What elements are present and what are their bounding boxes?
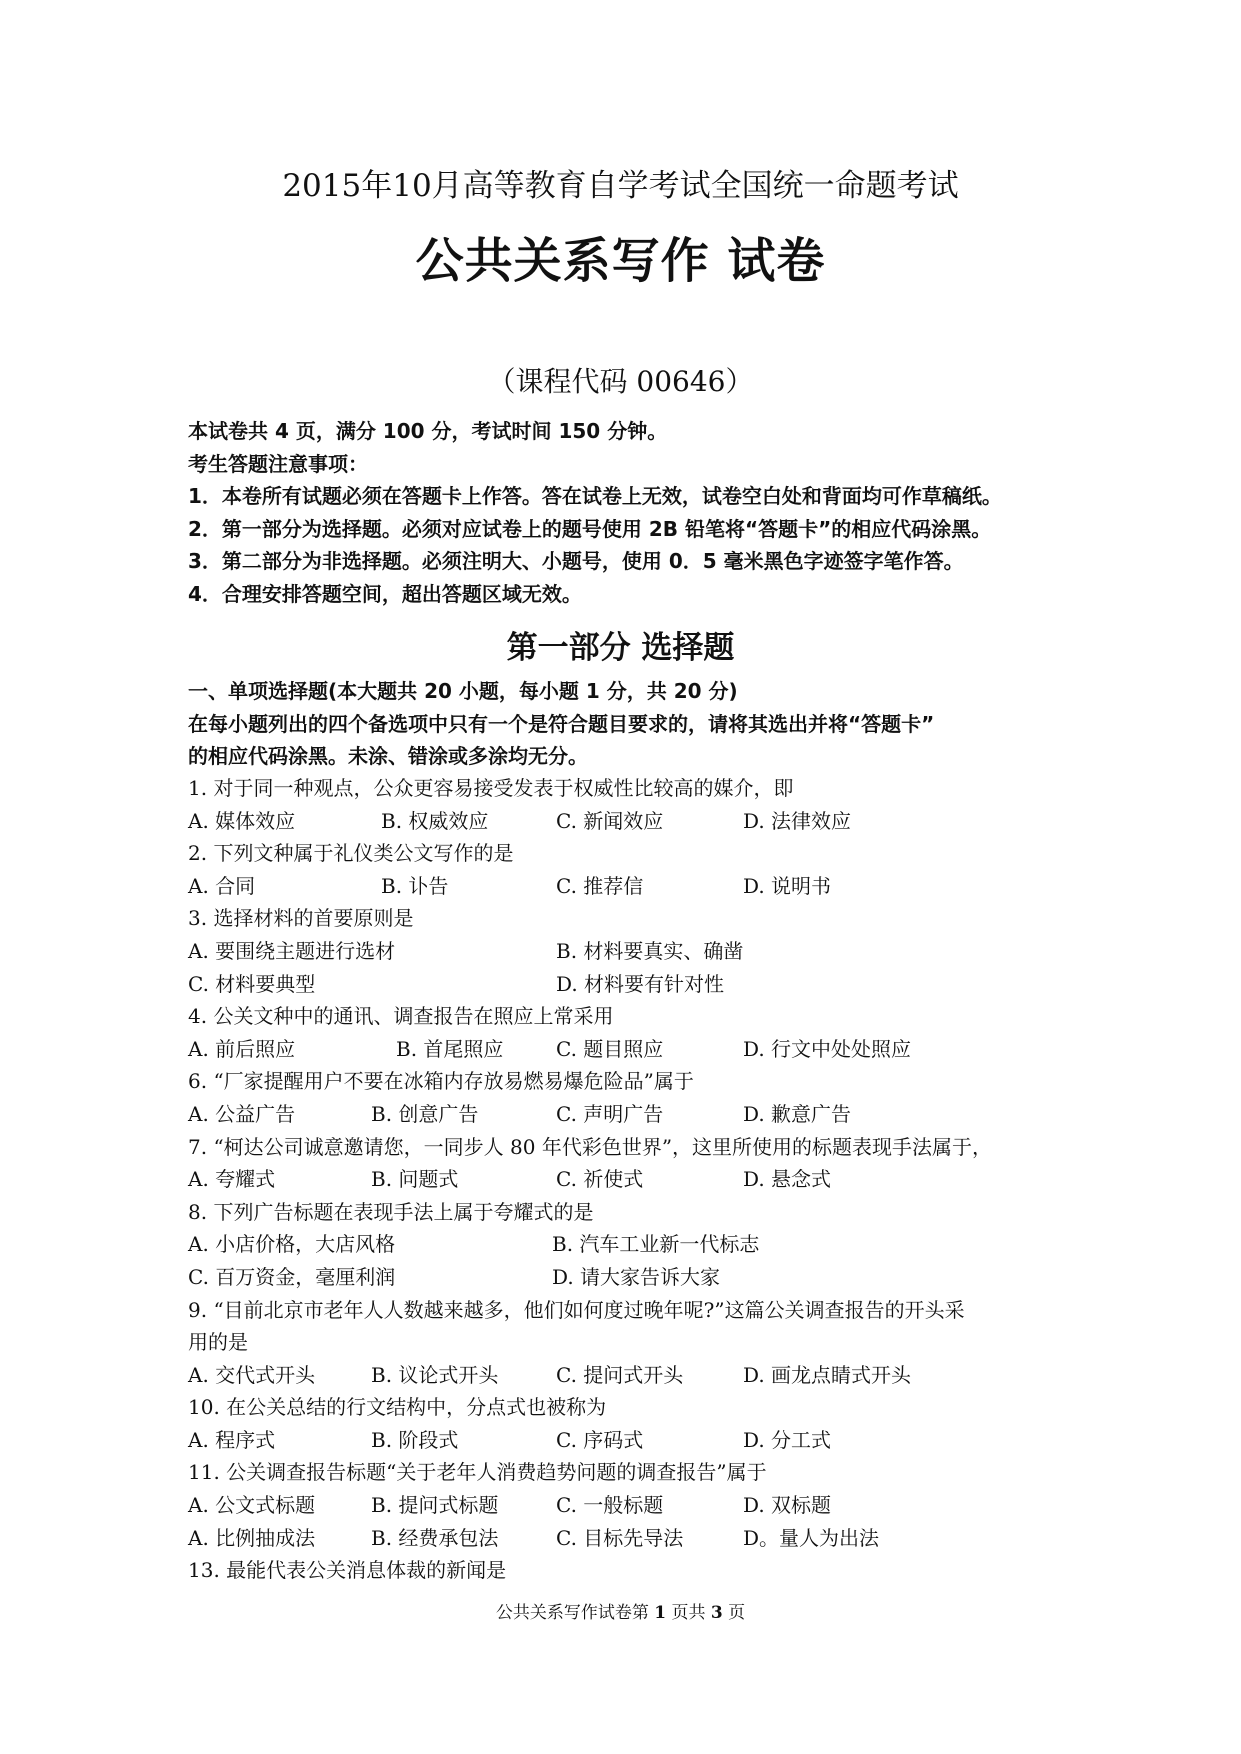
option-c: C. 新闻效应 [556,808,664,833]
question-text: 7. “柯达公司诚意邀请您，一同步人 80 年代彩色世界”，这里所使用的标题表现手法属于， [188,1134,993,1159]
question-text: 11. 公关调查报告标题“关于老年人消费趋势问题的调查报告”属于 [188,1460,767,1485]
question-stem [188,1131,1068,1164]
option-c: C. 一般标题 [556,1493,664,1518]
page-footer [0,1598,1241,1623]
question-stem-continued [188,1326,1068,1359]
notes-item: 2．第一部分为选择题。必须对应试卷上的题号使用 2B 铅笔将“答题卡”的相应代码涂黑。 [188,516,992,541]
option-b: B. 权威效应 [381,808,489,833]
option-a: A. 前后照应 [188,1036,296,1061]
course-code: （课程代码 00646） [487,365,754,398]
option-a: A. 程序式 [188,1427,276,1452]
question-options [188,1228,1068,1261]
option-a: A. 交代式开头 [188,1362,316,1387]
option-b: B. 经费承包法 [371,1525,499,1550]
question-options [188,1098,1068,1131]
question-text: 4. 公关文种中的通讯、调查报告在照应上常采用 [188,1004,614,1029]
question-text: 13. 最能代表公关消息体裁的新闻是 [188,1558,507,1583]
option-b: B. 议论式开头 [371,1362,499,1387]
paper-title: 公共关系写作 试卷 [415,233,826,289]
option-d: D。量人为出法 [743,1525,880,1550]
question-text: 3. 选择材料的首要原则是 [188,906,414,931]
question-stem [188,1456,1068,1489]
option-c: C. 材料要典型 [188,971,316,996]
question-text: 2. 下列文种属于礼仪类公文写作的是 [188,841,514,866]
footer-middle: 页共 [666,1603,711,1623]
question-stem [188,1554,1068,1587]
option-a: A. 夸耀式 [188,1167,276,1192]
option-c: C. 声明广告 [556,1101,664,1126]
question-options [188,1359,1068,1392]
option-a: A. 公文式标题 [188,1493,316,1518]
section-header [188,675,934,773]
exam-line: 2015年10月高等教育自学考试全国统一命题考试 [282,168,959,204]
part-one-title: 第一部分 选择题 [506,630,735,666]
question-text: 8. 下列广告标题在表现手法上属于夸耀式的是 [188,1199,594,1224]
question-list [188,772,1068,1587]
footer-suffix: 页 [722,1603,746,1623]
question-options [188,870,1068,903]
question-text: 9. “目前北京市老年人人数越来越多，他们如何度过晚年呢?”这篇公关调查报告的开头采 [188,1297,965,1322]
question-stem [188,837,1068,870]
section-instruction: 的相应代码涂黑。未涂、错涂或多涂均无分。 [188,744,588,768]
option-c: C. 序码式 [556,1427,644,1452]
option-c: C. 推荐信 [556,873,644,898]
option-a: A. 要围绕主题进行选材 [188,938,396,963]
notes-summary: 本试卷共 4 页，满分 100 分，考试时间 150 分钟。 [188,419,668,443]
question-stem [188,902,1068,935]
question-text: 6. “厂家提醒用户不要在冰箱内存放易燃易爆危险品”属于 [188,1069,694,1094]
question-options [188,935,1068,968]
option-c: C. 提问式开头 [556,1362,684,1387]
option-d: D. 材料要有针对性 [556,971,725,996]
option-a: A. 合同 [188,873,256,898]
question-options [188,1261,1068,1294]
question-text: 10. 在公关总结的行文结构中，分点式也被称为 [188,1395,607,1420]
exam-notes [188,415,1002,610]
question-stem [188,1065,1068,1098]
option-a: A. 媒体效应 [188,808,296,833]
footer-prefix: 公共关系写作试卷第 [495,1603,655,1623]
option-d: D. 行文中处处照应 [743,1036,912,1061]
option-d: D. 画龙点睛式开头 [743,1362,912,1387]
question-stem [188,1000,1068,1033]
option-d: D. 法律效应 [743,808,852,833]
section-instruction: 在每小题列出的四个备选项中只有一个是符合题目要求的，请将其选出并将“答题卡” [188,711,935,736]
footer-page-number: 1 [654,1603,667,1623]
notes-item: 3．第二部分为非选择题。必须注明大、小题号，使用 0．5 毫米黑色字迹签字笔作答。 [188,549,964,573]
option-a: A. 比例抽成法 [188,1525,316,1550]
option-b: B. 问题式 [371,1167,459,1192]
option-b: B. 创意广告 [371,1101,479,1126]
option-d: D. 歉意广告 [743,1101,852,1126]
notes-item: 1．本卷所有试题必须在答题卡上作答。答在试卷上无效，试卷空白处和背面均可作草稿纸。 [188,484,1002,508]
option-c: C. 百万资金，毫厘利润 [188,1264,396,1289]
option-a: A. 公益广告 [188,1101,296,1126]
option-b: B. 首尾照应 [396,1036,504,1061]
option-d: D. 双标题 [743,1493,832,1518]
question-options [188,805,1068,838]
question-options [188,1424,1068,1457]
question-stem [188,1391,1068,1424]
option-b: B. 汽车工业新一代标志 [552,1232,760,1257]
question-stem [188,1196,1068,1229]
question-options [188,1163,1068,1196]
option-b: B. 讣告 [381,873,449,898]
option-c: C. 目标先导法 [556,1525,684,1550]
option-a: A. 小店价格，大店风格 [188,1232,396,1257]
option-c: C. 题目照应 [556,1036,664,1061]
option-b: B. 阶段式 [371,1427,459,1452]
question-stem [188,1294,1068,1327]
question-text: 用的是 [188,1330,248,1355]
option-d: D. 分工式 [743,1427,832,1452]
notes-heading: 考生答题注意事项： [188,451,368,476]
question-stem [188,772,1068,805]
question-options [188,1033,1068,1066]
question-text: 1. 对于同一种观点，公众更容易接受发表于权威性比较高的媒介，即 [188,776,794,800]
option-d: D. 请大家告诉大家 [552,1264,721,1289]
option-b: B. 材料要真实、确凿 [556,938,744,963]
section-title: 一、单项选择题(本大题共 20 小题，每小题 1 分，共 20 分) [188,679,738,703]
option-b: B. 提问式标题 [371,1493,499,1518]
notes-item: 4．合理安排答题空间，超出答题区域无效。 [188,581,582,606]
footer-total-pages: 3 [710,1603,723,1623]
option-d: D. 说明书 [743,873,832,898]
option-c: C. 祈使式 [556,1167,644,1192]
option-d: D. 悬念式 [743,1167,832,1192]
question-options [188,968,1068,1001]
question-options [188,1489,1068,1522]
question-options [188,1522,1068,1555]
